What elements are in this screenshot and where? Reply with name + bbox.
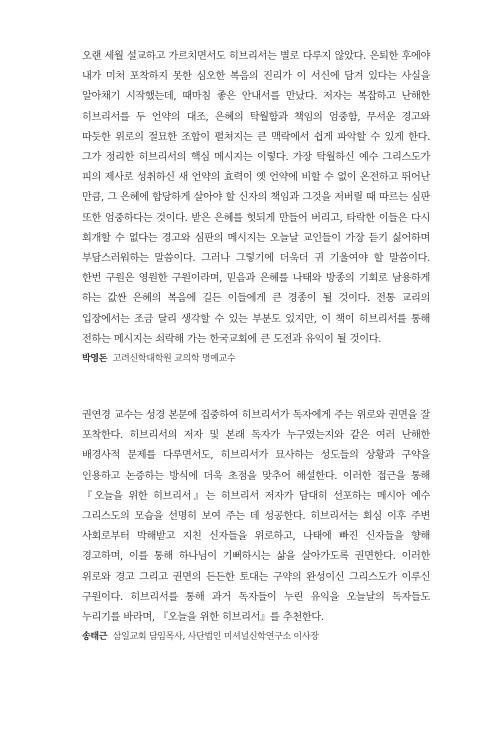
endorsement-text: 오랜 세월 설교하고 가르치면서도 히브리서는 별로 다루지 않았다. 은퇴한 후에야 내가 미처 포착하지 못한 심오한 복음의 진리가 이 서신에 담겨 있다는 사실을 알아채기 시작했는데, 때마침 좋은 안내서를 만났다. 저자는 복잡하고 난해한 히브리서를 두 언약의 대조, 은혜의 탁월함과 책임의 엄중함, 무서운 경고와 따듯한 위로의 절묘한 조합이 펼쳐지는 큰 맥락에서 쉽게 파악할 수 있게 한다. 그가 정리한 히브리서의 핵심 메시지는 이렇다. 가장 탁월하신 예수 그리스도가 피의 제사로 성취하신 새 언약의 효력이 옛 언약에 비할 수 없이 온전하고 뛰어난 만큼, 그 은혜에 합당하게 살아야 할 신자의 책임과 그것을 저버릴 때 따르는 심판 또한 엄중하다는 것이다. 받은 은혜를 헛되게 만들어 버리고, 타락한 이들은 다시 회개할 수 없다는 경고와 심판의 메시지는 오늘날 교인들이 가장 듣기 싫어하며 부담스러워하는 말씀이다. 그러나 그렇기에 더욱더 귀 기울여야 할 말씀이다. 한번 구원은 영원한 구원이라며, 믿음과 은혜를 나태와 방종의 기회로 남용하게 하는 값싼 은혜의 복음에 길든 이들에게 큰 경종이 될 것이다. 전통 교리의 입장에서는 조금 달리 생각할 수 있는 부분도 있지만, 이 책이 히브리서를 통해 전하는 메시지는 쇠락해 가는 한국교회에 큰 도전과 유익이 될 것이다. (82, 51, 430, 345)
endorsements-page (82, 47, 430, 644)
author-title: 고려신학대학원 교의학 명예교수 (112, 354, 236, 365)
endorsement-signature (82, 630, 430, 644)
endorsement-signature (82, 352, 430, 366)
section-spacer (82, 366, 430, 406)
author-name: 송태근 (82, 632, 108, 643)
endorsement-1 (82, 47, 430, 366)
author-title: 삼일교회 담임목사, 사단법인 미셔널신학연구소 이사장 (112, 632, 319, 643)
author-name: 박영돈 (82, 354, 108, 365)
endorsement-2 (82, 406, 430, 644)
endorsement-text: 권연경 교수는 성경 본문에 집중하여 히브리서가 독자에게 주는 위로와 권면을 잘 포착한다. 히브리서의 저자 및 본래 독자가 누구였는지와 같은 여러 난해한 배경사적 문제를 다루면서도, 히브리서가 묘사하는 성도들의 상황과 구약을 인용하고 논증하는 방식에 더욱 초점을 맞추어 해설한다. 이러한 접근을 통해 『오늘을 위한 히브리서』는 히브리서 저자가 담대히 선포하는 메시아 예수 그리스도의 모습을 선명히 보여 주는 데 성공한다. 히브리서는 회심 이후 주변 사회로부터 박해받고 지친 신자들을 위로하고, 나태에 빠진 신자들을 향해 경고하며, 이를 통해 하나님이 기뻐하시는 삶을 살아가도록 권면한다. 이러한 위로와 경고 그리고 권면의 든든한 토대는 구약의 완성이신 그리스도가 이루신 구원이다. 히브리서를 통해 과거 독자들이 누린 유익을 오늘날의 독자들도 누리기를 바라며, 『오늘을 위한 히브리서』를 추천한다. (82, 410, 430, 624)
